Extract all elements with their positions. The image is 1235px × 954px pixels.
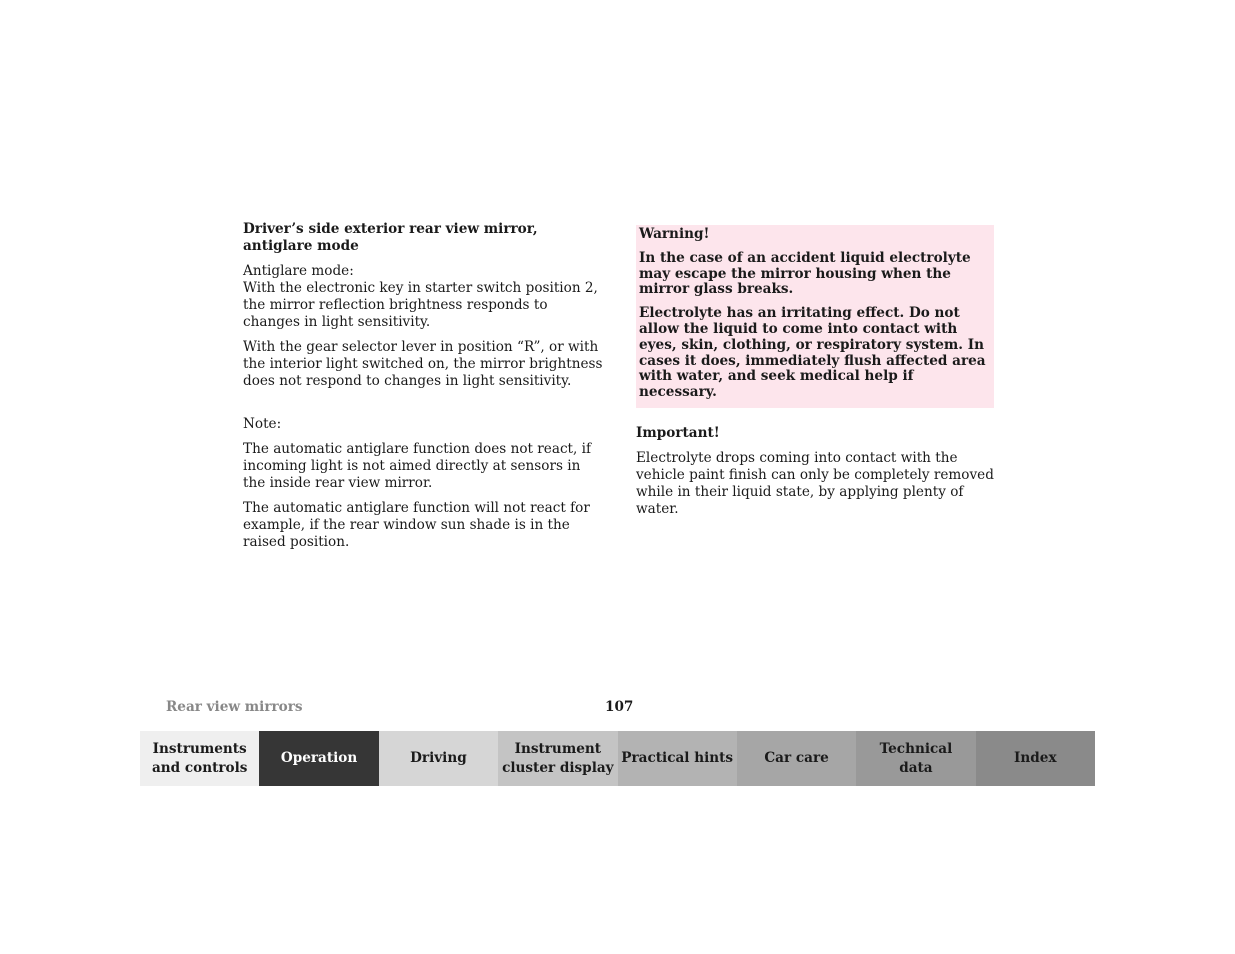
nav-tab-car-care[interactable]: Car care [737, 731, 856, 786]
important-paragraph: Electrolyte drops coming into contact with the vehicle paint finish can only be completely removed while in their liquid state, by applying plenty of water. [636, 449, 994, 517]
left-column [243, 221, 603, 559]
warning-paragraph-2: Electrolyte has an irritating effect. Do not allow the liquid to come into contact with eyes, skin, clothing, or respiratory system. In cases it does, immediately flush affected area with water, and seek medical help if necessary. [639, 305, 986, 401]
nav-tab-index[interactable]: Index [976, 731, 1095, 786]
warning-box [636, 225, 994, 408]
antiglare-paragraph-2: With the gear selector lever in position “R”, or with the interior light switched on, the mirror brightness does not respond to changes in light sensitivity. [243, 339, 603, 389]
nav-tab-instruments-and-controls[interactable]: Instruments and controls [140, 731, 259, 786]
nav-tab-operation[interactable]: Operation [259, 731, 378, 786]
important-title: Important! [636, 424, 720, 441]
note-paragraph-2: The automatic antiglare function will not react for example, if the rear window sun shade is in the raised position. [243, 500, 590, 550]
nav-tab-instrument-cluster-display[interactable]: Instrument cluster display [498, 731, 617, 786]
footer-section-title: Rear view mirrors [166, 699, 303, 715]
nav-tab-technical-data[interactable]: Technical data [856, 731, 975, 786]
warning-paragraph-1: In the case of an accident liquid electrolyte may escape the mirror housing when the mirror glass breaks. [639, 249, 971, 298]
chapter-nav-bar [140, 731, 1095, 786]
note-paragraph-1: The automatic antiglare function does not react, if incoming light is not aimed directly at sensors in the inside rear view mirror. [243, 441, 592, 491]
warning-title: Warning! [639, 226, 710, 242]
section-heading: Driver’s side exterior rear view mirror, antiglare mode [243, 221, 538, 254]
page-number: 107 [605, 699, 634, 715]
note-label: Note: [243, 416, 282, 432]
antiglare-paragraph-1: With the electronic key in starter switch position 2, the mirror reflection brightness responds to changes in light sensitivity. [243, 280, 598, 330]
nav-tab-practical-hints[interactable]: Practical hints [618, 731, 737, 786]
antiglare-label: Antiglare mode: [243, 263, 354, 279]
right-column [636, 225, 994, 526]
nav-tab-driving[interactable]: Driving [379, 731, 498, 786]
